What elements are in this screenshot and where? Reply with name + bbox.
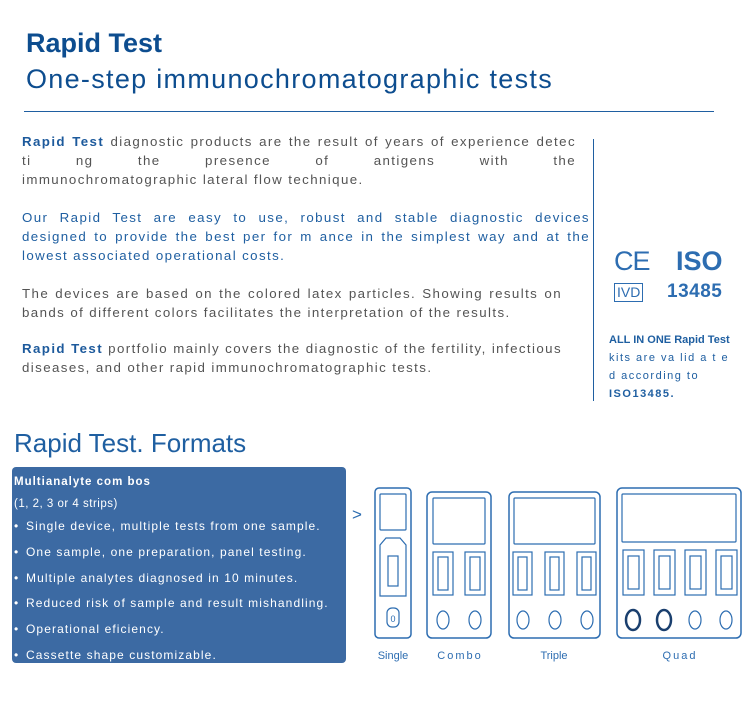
list-item: • Reduced risk of sample and result mishandling.: [14, 596, 329, 611]
iso-label: ISO: [676, 246, 723, 276]
svg-text:0: 0: [390, 614, 396, 624]
triple-cassette-icon: [509, 492, 600, 638]
list-item: • Single device, multiple tests from one sample.: [14, 519, 321, 533]
list-item: • Cassette shape customizable.: [14, 647, 217, 662]
intro-paragraph-1: Rapid Test diagnostic products are the result of years of experience detec ti ng the presence of antigens with the immunochromatographic lateral flow technique.: [22, 134, 576, 187]
arrow-icon: >: [352, 505, 362, 524]
box-subtitle: (1, 2, 3 or 4 strips): [14, 498, 118, 510]
page-title: Rapid Test: [26, 28, 163, 58]
intro-paragraph-3: The devices are based on the colored latex particles. Showing results on bands of different colors facilitates the interpretation of the results.: [22, 286, 562, 320]
single-cassette-icon: [375, 488, 411, 638]
label-combo: Combo: [437, 650, 483, 662]
ivd-badge: IVD: [614, 283, 643, 302]
brand-name: Rapid Test: [22, 134, 105, 149]
combo-cassette-icon: [427, 492, 491, 638]
validation-note: ALL IN ONE Rapid Test kits are va lid a t e d according to ISO13485.: [609, 334, 730, 400]
label-single: Single: [377, 650, 409, 662]
page-subtitle: One-step immunochromatographic tests: [26, 64, 554, 94]
box-title: Multianalyte com bos: [14, 476, 151, 488]
list-item: • Multiple analytes diagnosed in 10 minutes.: [14, 570, 299, 585]
ce-mark-icon: CE: [614, 246, 650, 276]
iso-number: 13485: [667, 281, 723, 302]
formats-heading: Rapid Test. Formats: [14, 428, 247, 458]
list-item: • One sample, one preparation, panel testing.: [14, 544, 307, 559]
label-quad: Quad: [662, 650, 698, 662]
intro-line-2: detec ti ng the presence of antigens with the: [22, 134, 576, 168]
intro-paragraph-2: Our Rapid Test are easy to use, robust and stable diagnostic devices designed to provide the best per for m ance in the simplest way and at the lowest associated operational costs.: [22, 210, 590, 263]
intro-line-3: immunochromatographic lateral flow technique.: [22, 172, 364, 187]
list-item: • Operational eficiency.: [14, 622, 165, 637]
intro-paragraph-4: Rapid Test portfolio mainly covers the diagnostic of the fertility, infectious diseases, and other rapid immunochromatographic tests.: [22, 341, 562, 375]
quad-cassette-icon: [617, 488, 741, 638]
label-triple: Triple: [540, 650, 568, 662]
brand-name: Rapid Test: [22, 341, 104, 356]
